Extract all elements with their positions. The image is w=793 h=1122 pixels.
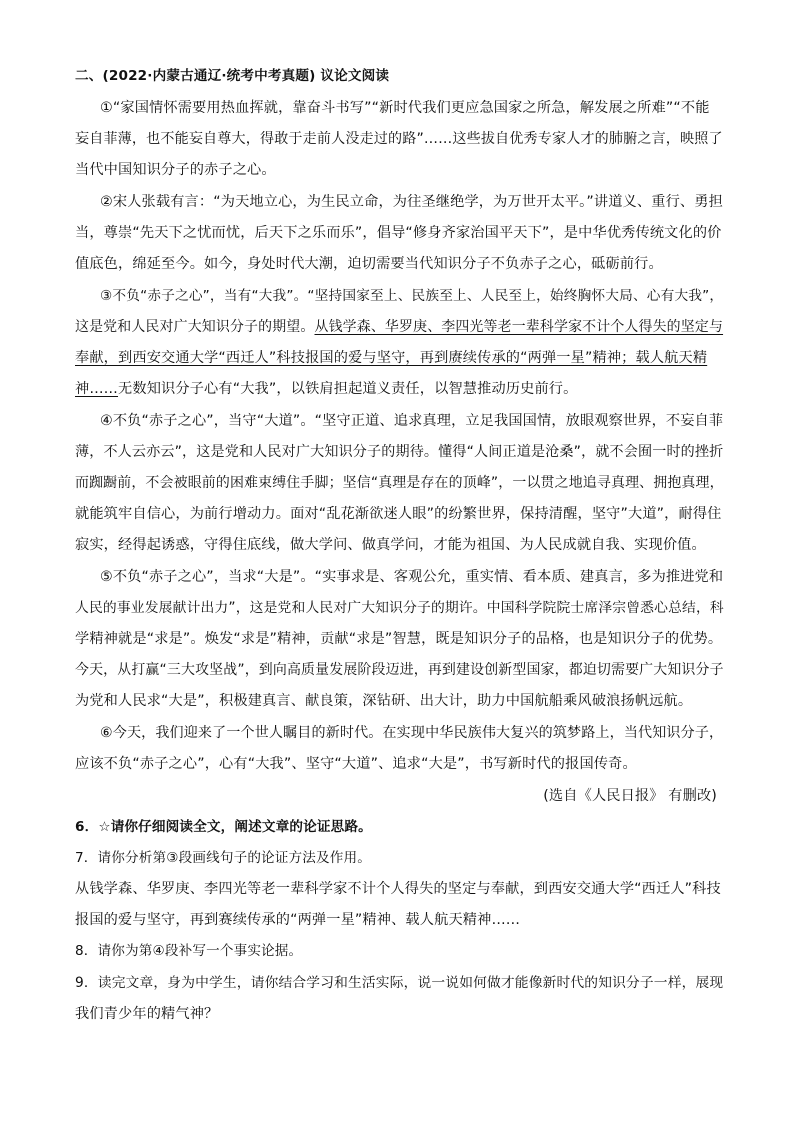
paragraph-3-line-4	[75, 379, 577, 399]
section-title: 二、(2022·内蒙古通辽·统考中考真题) 议论文阅读	[75, 68, 390, 84]
underlined-sentence: 从钱学森、华罗庚、李四光等老一辈科学家不计个人得失的坚定与	[314, 319, 724, 335]
question-6: 6．☆请你仔细阅读全文，阐述文章的论证思路。	[75, 819, 372, 835]
paragraph-5-line-3: 学精神就是“求是”。焕发“求是”精神，贡献“求是”智慧，既是知识分子的品格，也是知识分子的优势。	[75, 631, 723, 647]
paragraph-2-line-2: 当，尊崇“先天下之忧而忧，后天下之乐而乐”，倡导“修身齐家治国平天下”，是中华优秀传统文化的价	[75, 225, 722, 241]
paragraph-1-line-2: 妄自菲薄，也不能妄自尊大，得敢于走前人没走过的路”……这些拔自优秀专家人才的肺腑之言，映照了	[75, 131, 723, 147]
paragraph-3-line-2	[75, 317, 723, 337]
paragraph-1-line-3: 当代中国知识分子的赤子之心。	[75, 162, 276, 178]
paragraph-5-line-4: 今天，从打赢“三大攻坚战”，到向高质量发展阶段迈进，再到建设创新型国家，都迫切需要广大知识分子	[75, 662, 724, 678]
paragraph-6-line-1: ⑥今天，我们迎来了一个世人瞩目的新时代。在实现中华民族伟大复兴的筑梦路上，当代知识分子，	[100, 725, 724, 741]
paragraph-2-line-1: ②宋人张载有言：“为天地立心，为生民立命，为往圣继绝学，为万世开太平。”讲道义、重行、勇担	[100, 194, 723, 210]
paragraph-3-text: 这是党和人民对广大知识分子的期望。	[75, 319, 315, 335]
underlined-sentence-end: 神……	[75, 381, 119, 397]
paragraph-2-line-3: 值底色，绵延至今。如今，身处时代大潮，迫切需要当代知识分子不负赤子之心，砥砺前行。	[75, 256, 663, 272]
source-citation: (选自《人民日报》 有删改)	[543, 788, 717, 804]
paragraph-3-line-1: ③不负“赤子之心”，当有“大我”。“坚持国家至上、民族至上、人民至上，始终胸怀大局、心有大我”，	[100, 288, 724, 304]
question-7: 7．请你分析第③段画线句子的论证方法及作用。	[75, 850, 372, 866]
paragraph-1-line-1: ①“家国情怀需要用热血挥就，靠奋斗书写”“新时代我们更应急国家之所急，解发展之所难”“不能	[100, 100, 710, 116]
question-8: 8．请你为第④段补写一个事实论据。	[75, 943, 303, 959]
paragraph-4-line-3: 而踟蹰前，不会被眼前的困难束缚住手脚；坚信“真理是存在的顶峰”，一以贯之地追寻真理、拥抱真理，	[75, 475, 724, 491]
paragraph-3-text-end: 无数知识分子心有“大我”，以铁肩担起道义责任，以智慧推动历史前行。	[118, 381, 578, 397]
paragraph-6-line-2: 应该不负“赤子之心”，心有“大我”、坚守“大道”、追求“大是”，书写新时代的报国传奇。	[75, 756, 637, 772]
paragraph-4-line-4: 就能筑牢自信心，为前行增动力。面对“乱花渐欲迷人眼”的纷繁世界，保持清醒，坚守”大道”，耐得住	[75, 506, 722, 522]
question-7-quote-line-2: 报国的爱与坚守，再到赛续传承的“两弹一星”精神、载人航天精神……	[75, 912, 521, 928]
paragraph-4-line-2: 薄，不人云亦云”，这是党和人民对广大知识分子的期待。懂得“人间正道是沧桑”，就不会囿一时的挫折	[75, 444, 724, 460]
paragraph-4-line-5: 寂实，经得起诱惑，守得住底线，做大学问、做真学问，才能为祖国、为人民成就自我、实现价值。	[75, 537, 706, 553]
question-9-line-1: 9．读完文章，身为中学生，请你结合学习和生活实际，说一说如何做才能像新时代的知识分子一样，展现	[75, 975, 724, 991]
underlined-sentence-line-2: 奉献，到西安交通大学“西迁人”科技报国的爱与坚守，再到赓续传承的“两弹一星”精神；载人航天精	[75, 350, 708, 366]
paragraph-4-line-1: ④不负“赤子之心”，当守“大道”。“坚守正道、追求真理，立足我国国情，放眼观察世界，不妄自菲	[100, 413, 724, 429]
paragraph-5-line-5: 为党和人民求“大是”，积极建真言、献良策，深钻研、出大计，助力中国航船乘风破浪扬帆远航。	[75, 693, 693, 709]
paragraph-5-line-1: ⑤不负“赤子之心”，当求“大是”。“实事求是、客观公允，重实情、看本质、建真言，多为推进党和	[100, 569, 724, 585]
paragraph-5-line-2: 人民的事业发展献计出力”，这是党和人民对广大知识分子的期许。中国科学院院士席泽宗曾悉心总结，科	[75, 600, 724, 616]
question-7-quote-line-1: 从钱学森、华罗庚、李四光等老一辈科学家不计个人得失的坚定与奉献，到西安交通大学“西迁人”科技	[75, 881, 721, 897]
question-9-line-2: 我们青少年的精气神？	[75, 1006, 219, 1022]
